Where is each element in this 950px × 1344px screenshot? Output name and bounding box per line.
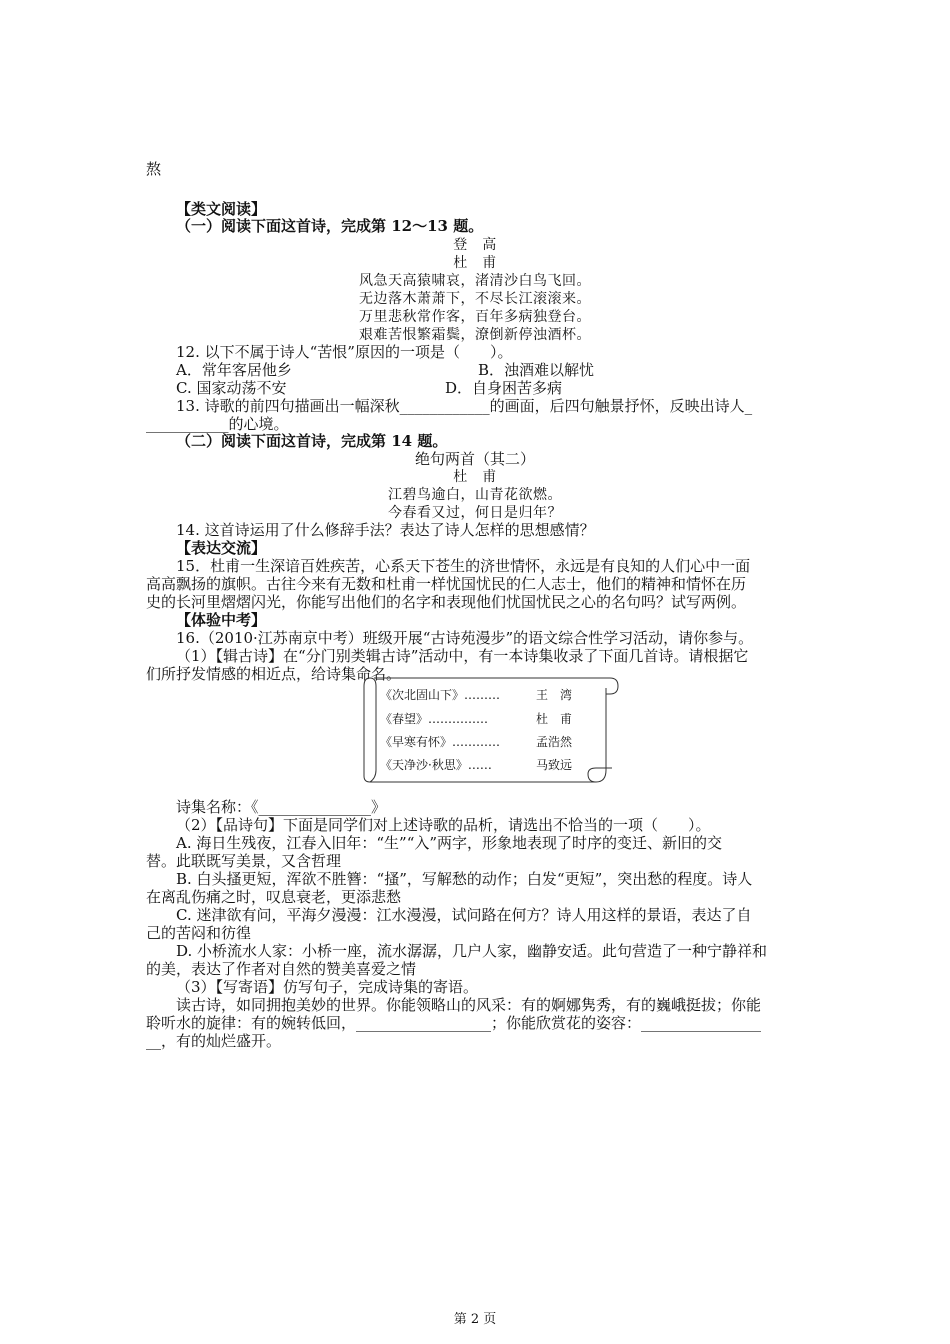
question-14: 14. 这首诗运用了什么修辞手法？表达了诗人怎样的思想感情？ (176, 521, 595, 539)
question-13-cont: ___________的心境。 (146, 415, 289, 433)
scroll-entry-title: 《次北固山下》 (380, 688, 465, 702)
scroll-entry-title: 《天净沙·秋思》 (380, 758, 468, 772)
section-heading-exam: 【体验中考】 (176, 611, 267, 629)
poem-title-jueju: 绝句两首（其二） (414, 450, 535, 468)
question-13: 13. 诗歌的前四句描画出一幅深秋____________的画面，后四句触景抒怀，反映出诗人_ (176, 397, 753, 415)
question-12: 12. 以下不属于诗人“苦恨”原因的一项是（ ）。 (176, 343, 513, 361)
poem-line: 今春看又过，何日是归年？ (388, 505, 562, 521)
analysis-a-cont: 替。此联既写美景，又含哲理 (146, 852, 342, 870)
question-15-cont: 高高飘扬的旗帜。古往今来有无数和杜甫一样忧国忧民的仁人志士，他们的精神和情怀在历 (146, 575, 747, 593)
option-c: C. 国家动荡不安 (176, 379, 287, 397)
scroll-entry-dots: ……… (464, 688, 501, 702)
scroll-entry-dots: …… (467, 758, 492, 772)
poem-author-2: 杜 甫 (453, 469, 497, 485)
question-16-part-1: （1）【辑古诗】在“分门别类辑古诗”活动中，有一本诗集收录了下面几首诗。请根据它 (176, 647, 749, 665)
message-text-cont: 聆听水的旋律：有的婉转低回，__________________；你能欣赏花的姿容：________________ (146, 1014, 762, 1032)
analysis-a: A. 海日生残夜，江春入旧年：“生”“入”两字，形象地表现了时序的变迁、新旧的交 (176, 834, 723, 852)
scroll-entry-title: 《早寒有怀》 (380, 735, 453, 749)
analysis-d-cont: 的美，表达了作者对自然的赞美喜爱之情 (146, 960, 417, 978)
scroll-entry (380, 758, 573, 772)
message-text-cont: __，有的灿烂盛开。 (146, 1032, 282, 1050)
poem-line: 江碧鸟逾白，山青花欲燃。 (388, 487, 562, 503)
poem-title-denggao: 登 高 (453, 237, 497, 253)
scroll-entry-dots: ………… (452, 735, 501, 749)
poem-line: 风急天高猿啸哀，渚清沙白鸟飞回。 (359, 273, 591, 289)
scroll-entry (380, 688, 573, 702)
scroll-entry-title: 《春望》 (380, 712, 429, 726)
question-16-part-2: （2）【品诗句】下面是同学们对上述诗歌的品析，请选出不恰当的一项（ ）。 (176, 816, 711, 834)
analysis-c-cont: 己的苦闷和彷徨 (146, 924, 252, 942)
option-d: D．自身困苦多病 (445, 379, 563, 397)
question-heading-2: （二）阅读下面这首诗，完成第 14 题。 (176, 432, 448, 450)
message-text: 读古诗，如同拥抱美妙的世界。你能领略山的风采：有的婀娜隽秀，有的巍峨挺拔；你能 (176, 996, 762, 1014)
poem-line: 艰难苦恨繁霜鬓，潦倒新停浊酒杯。 (359, 327, 591, 343)
poem-author-1: 杜 甫 (453, 255, 497, 271)
analysis-b-cont: 在离乱伤痛之时，叹息衰老，更添悲愁 (146, 888, 402, 906)
page-number: 第 2 页 (453, 1312, 497, 1327)
analysis-c: C. 迷津欲有问，平海夕漫漫：江水漫漫，试问路在何方？诗人用这样的景语，表达了自 (176, 906, 752, 924)
section-heading-expression: 【表达交流】 (176, 539, 267, 557)
question-15-cont: 史的长河里熠熠闪光，你能写出他们的名字和表现他们忧国忧民之心的名句吗？试写两例。 (146, 593, 747, 611)
option-b: B．浊酒难以解忧 (478, 361, 595, 379)
text-line: 熬 (146, 160, 162, 178)
question-heading-1: （一）阅读下面这首诗，完成第 12～13 题。 (176, 217, 484, 235)
collection-name-line: 诗集名称：《_______________》 (176, 798, 387, 816)
poem-scroll-image (360, 672, 622, 784)
poem-line: 万里悲秋常作客，百年多病独登台。 (359, 309, 591, 325)
scroll-entry (380, 712, 573, 726)
scroll-entry-author: 马致远 (536, 758, 573, 772)
section-heading-reading: 【类文阅读】 (176, 200, 267, 218)
question-16-part-3: （3）【写寄语】仿写句子，完成诗集的寄语。 (176, 978, 479, 996)
question-15: 15．杜甫一生深谙百姓疾苦，心系天下苍生的济世情怀，永远是有良知的人们心中一面 (176, 557, 751, 575)
option-a: A．常年客居他乡 (176, 361, 292, 379)
analysis-d: D. 小桥流水人家：小桥一座，流水潺潺，几户人家，幽静安适。此句营造了一种宁静祥和 (176, 942, 768, 960)
question-16-part-1-cont: 们所抒发情感的相近点，给诗集命名。 (146, 665, 402, 683)
question-16: 16.（2010·江苏南京中考）班级开展“古诗苑漫步”的语文综合性学习活动，请你参与。 (176, 629, 754, 647)
poem-line: 无边落木萧萧下，不尽长江滚滚来。 (359, 291, 591, 307)
scroll-entry-author: 孟浩然 (536, 735, 573, 749)
analysis-b: B. 白头搔更短，浑欲不胜簪：“搔”，写解愁的动作；白发“更短”，突出愁的程度。诗人 (176, 870, 753, 888)
scroll-entry (380, 735, 573, 749)
scroll-entry-author: 王 湾 (536, 688, 573, 702)
scroll-entry-author: 杜 甫 (536, 712, 573, 726)
scroll-entry-dots: …………… (428, 712, 489, 726)
